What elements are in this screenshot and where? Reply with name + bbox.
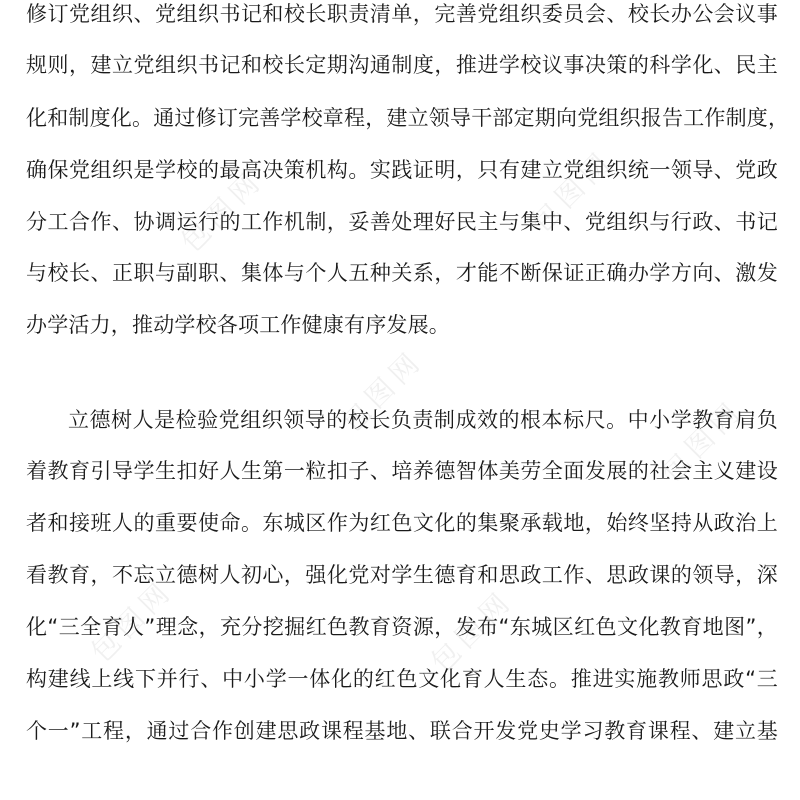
text-line: 化和制度化。通过修订完善学校章程，建立领导干部定期向党组织报告工作制度， (26, 106, 790, 130)
text-line: 化“三全育人”理念，充分挖掘红色教育资源，发布“东城区红色文化教育地图”， (26, 615, 778, 639)
watermark: 包图网 (424, 583, 520, 679)
text-line: 着教育引导学生扣好人生第一粒扣子、培养德智体美劳全面发展的社会主义建设 (26, 459, 778, 483)
text-line: 规则，建立党组织书记和校长定期沟通制度，推进学校议事决策的科学化、民主 (26, 53, 778, 77)
text-line: 确保党组织是学校的最高决策机构。实践证明，只有建立党组织统一领导、党政 (26, 158, 778, 182)
text-line: 者和接班人的重要使命。东城区作为红色文化的集聚承载地，始终坚持从政治上 (26, 511, 778, 535)
text-line: 构建线上线下并行、中小学一体化的红色文化育人生态。推进实施教师思政“三 (26, 667, 778, 691)
watermark: 包图网 (654, 393, 750, 489)
watermark: 包图网 (84, 573, 180, 669)
text-line: 个一”工程，通过合作创建思政课程基地、联合开发党史学习教育课程、建立基 (26, 719, 778, 743)
text-line: 看教育，不忘立德树人初心，强化党对学生德育和思政工作、思政课的领导，深 (26, 563, 778, 587)
text-line: 办学活力，推动学校各项工作健康有序发展。 (26, 313, 450, 337)
text-line: 修订党组织、党组织书记和校长职责清单，完善党组织委员会、校长办公会议事 (26, 2, 778, 26)
watermark: 包图网 (174, 163, 270, 259)
text-line: 与校长、正职与副职、集体与个人五种关系，才能不断保证正确办学方向、激发 (26, 261, 778, 285)
text-line: 立德树人是检验党组织领导的校长负责制成效的根本标尺。中小学教育肩负 (68, 408, 778, 432)
watermark: 包图网 (524, 143, 620, 239)
watermark: 包图网 (334, 343, 430, 439)
text-line: 分工合作、协调运行的工作机制，妥善处理好民主与集中、党组织与行政、书记 (26, 210, 778, 234)
